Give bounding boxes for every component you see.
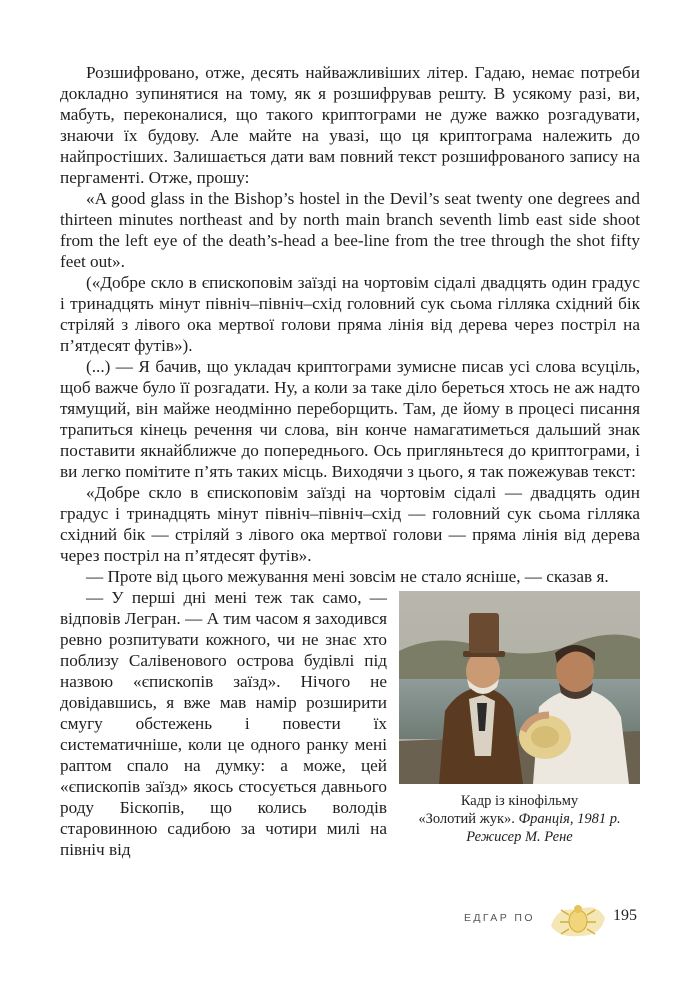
caption-line (399, 810, 640, 828)
caption-line (399, 828, 640, 846)
film-still-photo (399, 591, 640, 784)
figure-caption (399, 792, 640, 846)
film-still-figure (399, 591, 640, 846)
running-footer-author: ЕДГАР ПО (464, 912, 535, 924)
paragraph-split-text: «Добре скло в єпископовім заїзді на чортовім сідалі — двадцять один градус і тринадцять мінут північ–північ–схід — головний сук сьома гілляка східний бік — стріляй з лівого ока мертвої голови — пряма лінія від дерева через постріл на п’ятдесят футів». (60, 483, 640, 565)
caption-line: Кадр із кінофільму (460, 793, 579, 809)
paragraph: (...) — Я бачив, що укладач криптограми зумисне писав усі слова всуціль, щоб важче було її розгадати. Ну, а коли за таке діло береться хтось не аж надто тямущий, він майже неодмінно переборщить. Там, де йому в процесі писання трапиться кінець речення чи слова, він конче намагатиметься дальший знак поставити якнайближче до попереднього. Ось пригляньтеся до криптограми, і ви легко помітите п’ять таких місць. Виходячи з цього, я так пожежував текст: (60, 357, 640, 481)
page-body (60, 62, 640, 860)
caption-country-year: Франція, 1981 р. (518, 811, 621, 827)
paragraph-legrand: — У перші дні мені теж так само, — відповів Легран. — А тим часом я заходився ревно розпитувати кожного, чи не знає хто поблизу Салівенового острова будівлі під назвою «єпископів заїзд». Нічого не довідавшись, я вже мав намір розширити смугу обстежень і повести їх систематичніше, коли це одного ранку мені раптом спало на думку: а може, цей «єпископів заїзд» якось стосується давнього роду Біскопів, що колись володів старовинною садибою за чотири милі на північ від (60, 588, 387, 859)
paragraph-english-cipher: «A good glass in the Bishop’s hostel in the Devil’s seat twenty one degrees and thirteen minutes northeast and by north main branch seventh limb east side shoot from the left eye of the death’s-head a bee-line from the tree through the shot fifty feet out». (60, 189, 640, 271)
caption-director: Режисер М. Рене (466, 829, 573, 845)
page-footer (420, 896, 650, 936)
paragraph-translation: («Добре скло в єпископовім заїзді на чортовім сідалі двадцять один градус і тринадцять мінут північ–північ–схід головний сук сьома гілляка східний бік стріляй з лівого ока мертвої голови пряма лінія від дерева через постріл на п’ятдесят футів»). (60, 273, 640, 355)
caption-film-title: «Золотий жук». (418, 811, 519, 827)
page-number: 195 (613, 907, 637, 924)
paragraph: Розшифровано, отже, десять найважливіших літер. Гадаю, немає потреби докладно зупинятися на тому, як я розшифрував решту. В усякому разі, ви, мабуть, переконалися, що такого криптограми не дуже важко розгадувати, знаючи їх будову. Але майте на увазі, що ця криптограма належить до найпростіших. Залишається дати вам повний текст розшифрованого запису на пергаменті. Отже, прошу: (60, 63, 640, 187)
text-with-figure (60, 587, 640, 860)
gold-bug-icon (547, 896, 609, 940)
paragraph-dialogue: — Проте від цього межування мені зовсім не стало ясніше, — сказав я. (86, 567, 609, 586)
